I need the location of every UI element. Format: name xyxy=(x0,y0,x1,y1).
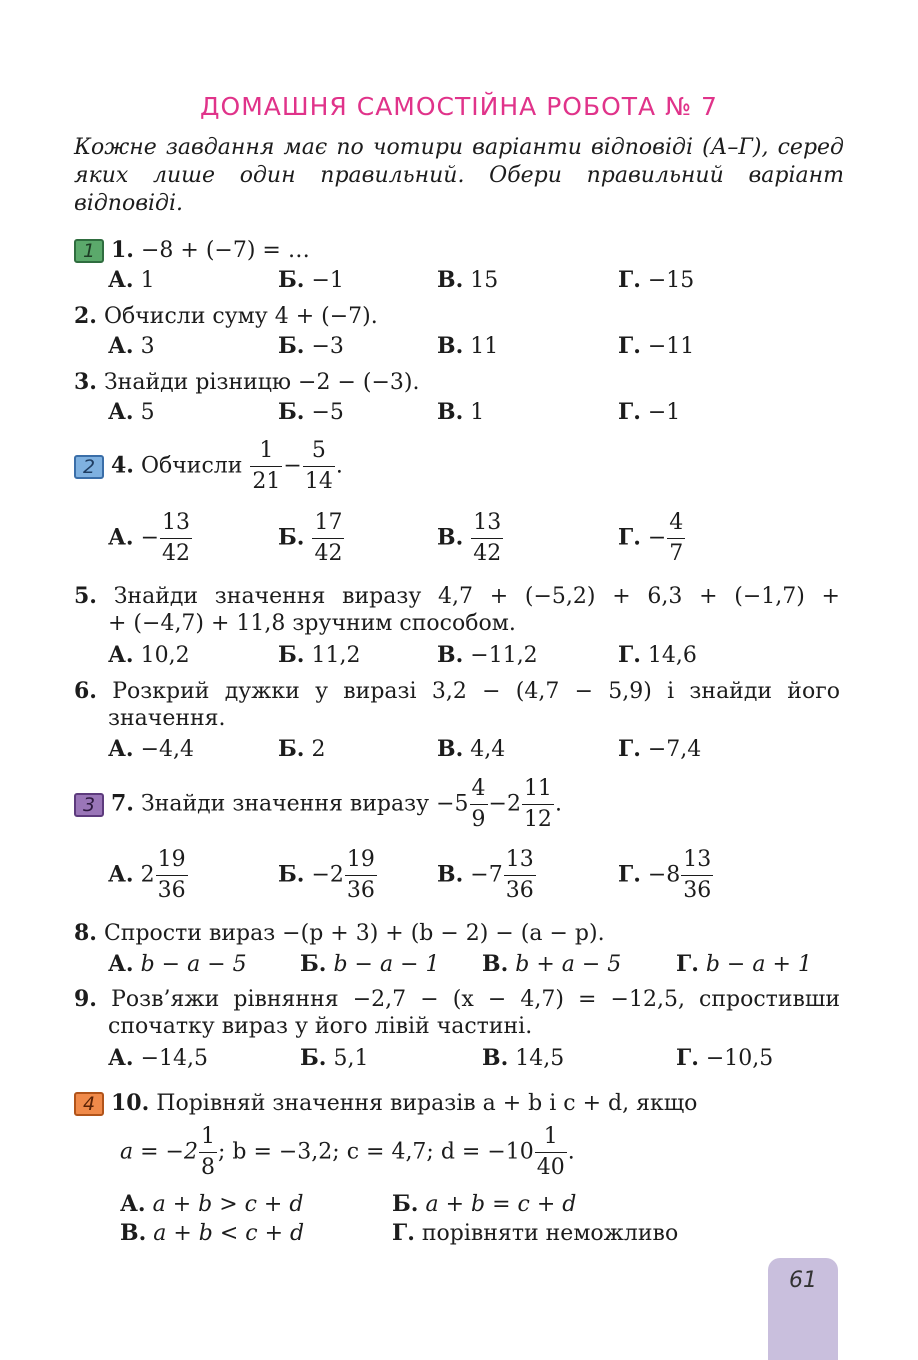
level-badge-1: 1 xyxy=(74,239,104,263)
task-1 xyxy=(74,236,310,265)
option-b: Б. 2 xyxy=(278,736,326,762)
option-c: В. 14,5 xyxy=(482,1045,565,1071)
option-b: Б. −1 xyxy=(278,267,344,293)
level-badge-2: 2 xyxy=(74,455,104,479)
task-4: 2 4. Обчисли $\frac{1}{21}$ − $\frac{5}{14}$ . xyxy=(74,436,343,497)
option-b: Б. 11,2 xyxy=(278,642,361,668)
option-d: Г. −8 $\frac{13}{36}$ xyxy=(618,847,712,903)
task-9: 9. Розв’яжи рівняння −2,7 − (x − 4,7) = −12,5, спростивши xyxy=(74,986,840,1012)
option-b: Б. $\frac{17}{42}$ xyxy=(278,510,343,566)
option-c: В. 1 xyxy=(437,399,485,425)
option-a: А. 5 xyxy=(108,399,155,425)
option-a: А. 1 xyxy=(108,267,155,293)
option-d: Г. −1 xyxy=(618,399,681,425)
option-d: Г. −11 xyxy=(618,333,695,359)
task-5: 5. Знайди значення виразу 4,7 + (−5,2) + 6,3 + (−1,7) + xyxy=(74,583,840,609)
option-d: Г. − $\frac{4}{7}$ xyxy=(618,510,684,566)
option-b: Б. −5 xyxy=(278,399,344,425)
task-text: −8 + (−7) = … xyxy=(140,238,310,263)
option-d: Г. −10,5 xyxy=(676,1045,774,1071)
option-b: Б. a + b = c + d xyxy=(392,1191,577,1217)
option-c: В. 11 xyxy=(437,333,499,359)
page-number: 61 xyxy=(789,1268,817,1293)
option-b: Б. b − a − 1 xyxy=(300,951,440,977)
task-number: 1. xyxy=(111,237,134,263)
option-d: Г. 14,6 xyxy=(618,642,697,668)
task-10: 4 10. Порівняй значення виразів a + b і c + d, якщо xyxy=(74,1089,840,1118)
option-c: В. a + b < c + d xyxy=(120,1220,305,1246)
option-c: В. 15 xyxy=(437,267,499,293)
option-b: Б. −2 $\frac{19}{36}$ xyxy=(278,847,375,903)
option-a: А. 3 xyxy=(108,333,155,359)
option-d: Г. −15 xyxy=(618,267,695,293)
option-d: Г. порівняти неможливо xyxy=(392,1220,679,1246)
level-badge-3: 3 xyxy=(74,793,104,817)
option-d: Г. −7,4 xyxy=(618,736,702,762)
option-a: А. −14,5 xyxy=(108,1045,208,1071)
option-a: А. 2 $\frac{19}{36}$ xyxy=(108,847,186,903)
option-a: А. 10,2 xyxy=(108,642,190,668)
fraction: $\frac{1}{21}$ xyxy=(252,438,281,494)
option-c: В. b + a − 5 xyxy=(482,951,622,977)
task-7: 3 7. Знайди значення виразу −5 $\frac{4}{9}$ −2 $\frac{11}{12}$ . xyxy=(74,774,562,835)
option-c: В. $\frac{13}{42}$ xyxy=(437,510,502,566)
option-b: Б. 5,1 xyxy=(300,1045,369,1071)
option-a: А. − $\frac{13}{42}$ xyxy=(108,510,191,566)
option-b: Б. −3 xyxy=(278,333,344,359)
option-d: Г. b − a + 1 xyxy=(676,951,812,977)
task-3: 3. Знайди різницю −2 − (−3). xyxy=(74,369,420,395)
task-6-line-2: значення. xyxy=(108,706,226,731)
task-2: 2. Обчисли суму 4 + (−7). xyxy=(74,303,378,329)
option-c: В. −7 $\frac{13}{36}$ xyxy=(437,847,534,903)
task-6: 6. Розкрий дужки у виразі 3,2 − (4,7 − 5,9) і знайди його xyxy=(74,678,840,704)
option-c: В. −11,2 xyxy=(437,642,538,668)
option-a: А. −4,4 xyxy=(108,736,194,762)
option-a: А. a + b > c + d xyxy=(120,1191,304,1217)
fraction: $\frac{5}{14}$ xyxy=(304,438,333,494)
task-5-line-2: + (−4,7) + 11,8 зручним способом. xyxy=(108,611,516,636)
option-c: В. 4,4 xyxy=(437,736,506,762)
page-title: ДОМАШНЯ САМОСТІЙНА РОБОТА № 7 xyxy=(200,92,718,121)
task-9-line-2: спочатку вираз у його лівій частині. xyxy=(108,1014,533,1039)
option-a: А. b − a − 5 xyxy=(108,951,247,977)
task-8: 8. Спрости вираз −(p + 3) + (b − 2) − (a − p). xyxy=(74,920,605,946)
task-10-condition: a = −2 $\frac{1}{8}$ ; b = −3,2; c = 4,7; d = −10 $\frac{1}{40}$ . xyxy=(120,1124,575,1180)
instructions: Кожне завдання має по чотири варіанти відповіді (А–Г), серед яких лише один правильний. Обери правильний варіант відповіді. xyxy=(74,135,844,216)
level-badge-4: 4 xyxy=(74,1092,104,1116)
